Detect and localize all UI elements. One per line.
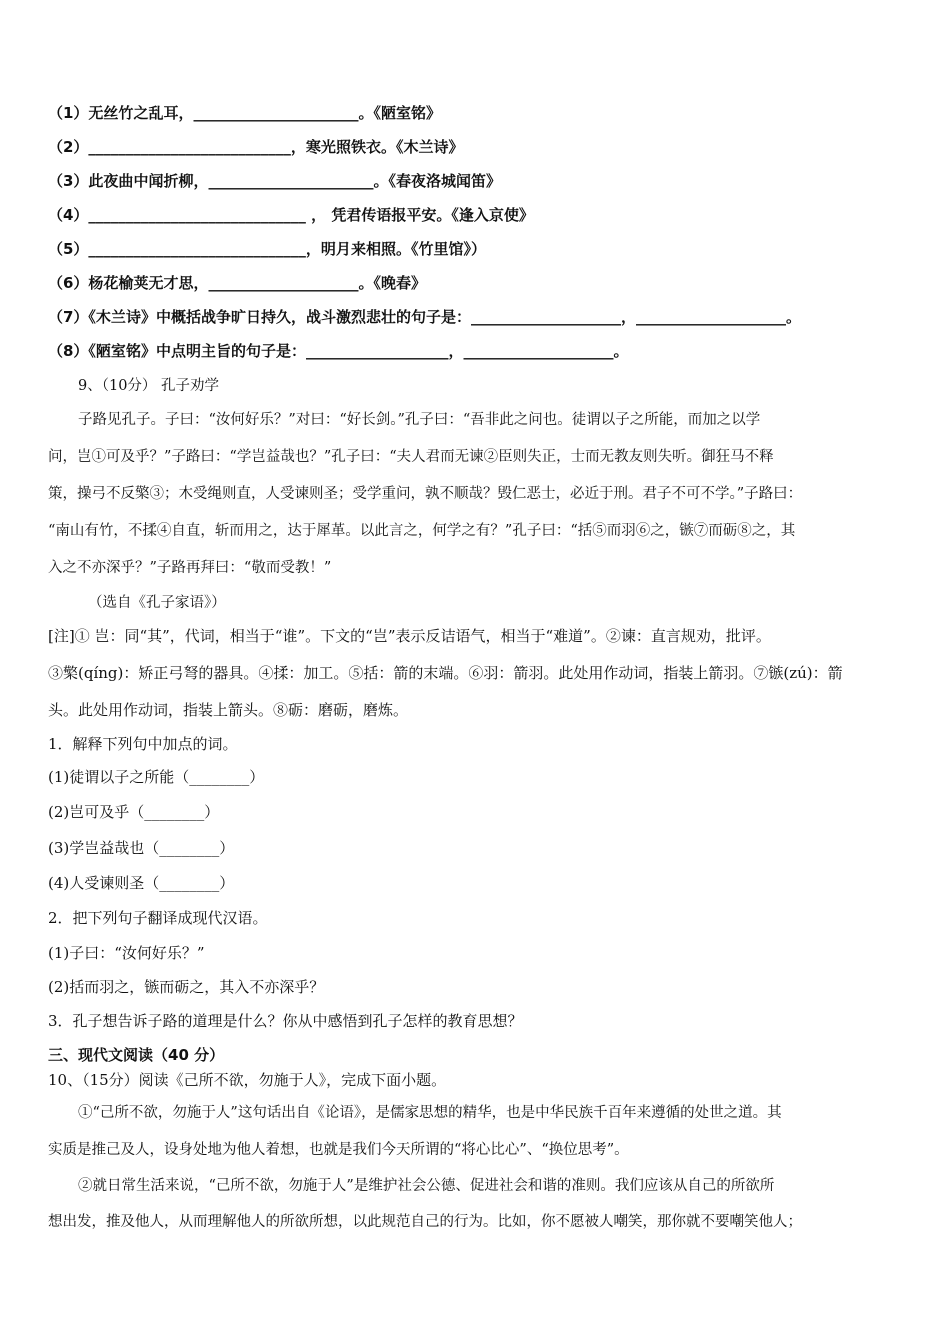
article-paragraph-line: 实质是推己及人，设身处地为他人着想，也就是我们今天所谓的“将心比心”、“换位思考”。 — [48, 1142, 629, 1158]
article-paragraph-line: ①“己所不欲，勿施于人”这句话出自《论语》，是儒家思想的精华，也是中华民族千百年来遵循的处世之道。其 — [78, 1105, 782, 1121]
q9-sub1-item: (4)人受谏则圣（________） — [48, 874, 235, 892]
article-paragraph-line: ②就日常生活来说，“己所不欲，勿施于人”是维护社会公德、促进社会和谐的准则。我们应该从自己的所欲所 — [78, 1178, 775, 1194]
passage-line: “南山有竹，不揉④自直，斩而用之，达于犀革。以此言之，何学之有？”孔子曰：“括⑤而羽⑥之，镞⑦而砺⑧之，其 — [48, 523, 796, 539]
fill-in-item-6: （6）杨花榆荚无才思，____________________。《晚春》 — [48, 274, 426, 292]
fill-in-item-1: （1）无丝竹之乱耳，______________________。《陋室铭》 — [48, 104, 441, 122]
passage-line: 策，操弓不反檠③；木受绳则直，人受谏则圣；受学重问，孰不顺哉？毁仁恶士，必近于刑。君子不可不学。”子路曰： — [48, 486, 803, 502]
fill-in-item-4: （4）_____________________________ ， 凭君传语报平安。《逢入京使》 — [48, 206, 534, 224]
q9-sub1-title: 1．解释下列句中加点的词。 — [48, 735, 238, 753]
q9-sub1-item: (2)岂可及乎（________） — [48, 803, 220, 821]
q9-sub2-item: (2)括而羽之，镞而砺之，其入不亦深乎？ — [48, 978, 325, 996]
q9-sub2-item: (1)子曰：“汝何好乐？” — [48, 944, 205, 962]
q10-heading: 10、（15分）阅读《己所不欲，勿施于人》，完成下面小题。 — [48, 1071, 447, 1089]
q9-sub1-item: (1)徒谓以子之所能（________） — [48, 768, 265, 786]
q9-sub3: 3．孔子想告诉子路的道理是什么？你从中感悟到孔子怎样的教育思想？ — [48, 1012, 523, 1030]
fill-in-item-3: （3）此夜曲中闻折柳，______________________。《春夜洛城闻笛》 — [48, 172, 501, 190]
article-paragraph-line: 想出发，推及他人，从而理解他人的所欲所想，以此规范自己的行为。比如，你不愿被人嘲笑，那你就不要嘲笑他人； — [48, 1214, 802, 1230]
passage-source: （选自《孔子家语》） — [88, 595, 226, 611]
q9-sub1-item: (3)学岂益哉也（________） — [48, 839, 235, 857]
note-line: [注]① 岂：同“其”，代词，相当于“谁”。下文的“岂”表示反诘语气，相当于“难道”。②谏：直言规劝，批评。 — [48, 627, 771, 645]
passage-line: 入之不亦深乎？”子路再拜曰：“敬而受教！” — [48, 560, 332, 576]
section-3-heading: 三、现代文阅读（40 分） — [48, 1046, 225, 1064]
note-line: 头。此处用作动词，指装上箭头。⑧砺：磨砺，磨炼。 — [48, 701, 409, 719]
fill-in-item-7: （7）《木兰诗》中概括战争旷日持久，战斗激烈悲壮的句子是：____________________，____________________。 — [48, 308, 801, 326]
note-line: ③檠(qíng)：矫正弓弩的器具。④揉：加工。⑤括：箭的末端。⑥羽：箭羽。此处用作动词，指装上箭羽。⑦镞(zú)：箭 — [48, 664, 843, 682]
q9-sub2-title: 2．把下列句子翻译成现代汉语。 — [48, 909, 268, 927]
fill-in-item-8: （8）《陋室铭》中点明主旨的句子是：___________________，____________________。 — [48, 342, 629, 360]
passage-line: 子路见孔子。子曰：“汝何好乐？”对曰：“好长剑。”孔子曰：“吾非此之问也。徒谓以子之所能，而加之以学 — [78, 412, 761, 428]
fill-in-item-5: （5）_____________________________，明月来相照。《竹里馆》） — [48, 240, 486, 258]
q9-heading: 9、（10分） 孔子劝学 — [78, 378, 220, 394]
passage-line: 问，岂①可及乎？”子路曰：“学岂益哉也？”孔子曰：“夫人君而无谏②臣则失正，士而无教友则失听。御狂马不释 — [48, 449, 774, 465]
fill-in-item-2: （2）___________________________，寒光照铁衣。《木兰诗》 — [48, 138, 464, 156]
